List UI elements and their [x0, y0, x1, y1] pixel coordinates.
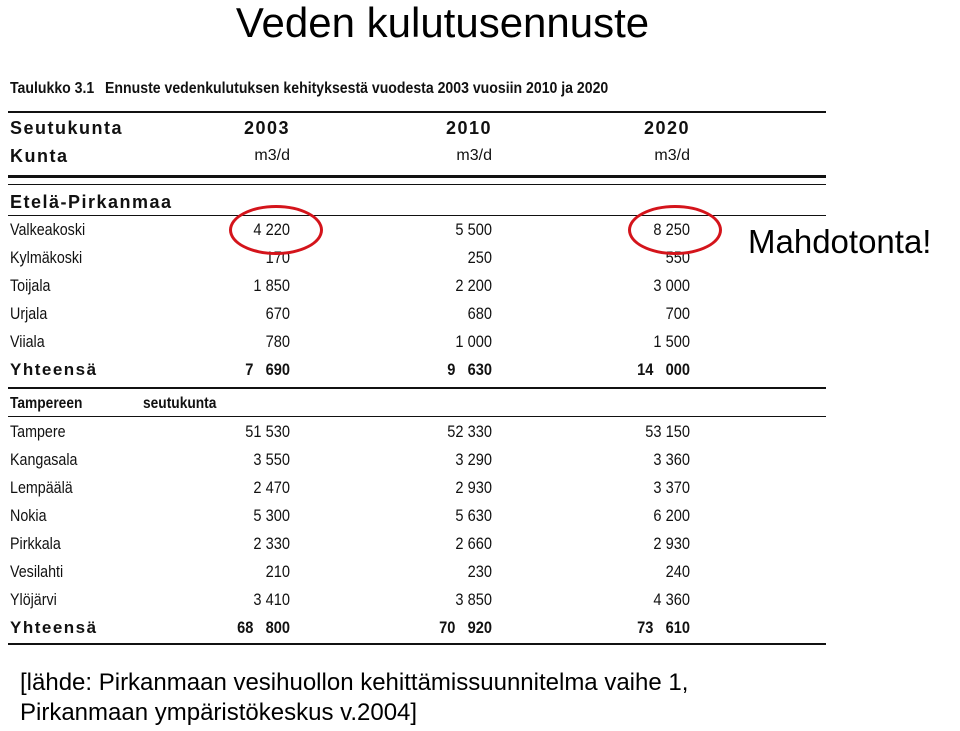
table-row: [0, 586, 830, 614]
cell-2010: 680: [467, 304, 492, 323]
cell-2003: 3 550: [253, 450, 290, 469]
source-line-1: [lähde: Pirkanmaan vesihuollon kehittämissuunnitelma vaihe 1,: [20, 669, 689, 696]
header-unit: m3/d: [456, 147, 492, 164]
cell-2003: 4 220: [253, 220, 290, 239]
table-row: [0, 558, 830, 586]
table-row: [0, 474, 830, 502]
section-title-sub: seutukunta: [143, 395, 217, 412]
row-name: Tampere: [10, 422, 66, 441]
total-2003: 68 800: [237, 618, 290, 637]
highlight-circle-2020: [628, 205, 722, 255]
header-year-2010: 2010: [445, 118, 492, 138]
cell-2003: 51 530: [245, 422, 290, 441]
total-2020: 73 610: [637, 618, 690, 637]
cell-2010: 2 930: [455, 478, 492, 497]
cell-2010: 1 000: [455, 332, 492, 351]
total-2003: 7 690: [245, 360, 290, 379]
cell-2010: 250: [467, 248, 492, 267]
cell-2010: 5 630: [455, 506, 492, 525]
header-row-region: [0, 114, 830, 142]
cell-2010: 3 850: [455, 590, 492, 609]
cell-2020: 3 360: [653, 450, 690, 469]
section-title-main: Tampereen: [10, 395, 83, 412]
row-name: Toijala: [10, 276, 51, 295]
cell-2020: 1 500: [653, 332, 690, 351]
table-row: [0, 300, 830, 328]
table-row: [0, 328, 830, 356]
total-label: Yhteensä: [10, 618, 98, 637]
cell-2020: 53 150: [645, 422, 690, 441]
section-rule: [8, 416, 826, 417]
total-2010: 70 920: [439, 618, 492, 637]
section-title: Etelä-Pirkanmaa: [10, 192, 173, 212]
annotation-text: Mahdotonta!: [748, 223, 932, 260]
cell-2003: 3 410: [253, 590, 290, 609]
top-rule: [8, 111, 826, 113]
row-name: Valkeakoski: [10, 220, 86, 239]
cell-2020: 3 370: [653, 478, 690, 497]
row-name: Vesilahti: [10, 562, 64, 581]
cell-2003: 170: [265, 248, 290, 267]
cell-2003: 1 850: [253, 276, 290, 295]
cell-2020: 550: [665, 248, 690, 267]
row-name: Kangasala: [10, 450, 78, 469]
table-row: [0, 530, 830, 558]
bottom-rule: [8, 643, 826, 645]
cell-2003: 670: [265, 304, 290, 323]
header-unit: m3/d: [654, 147, 690, 164]
cell-2020: 3 000: [653, 276, 690, 295]
row-name: Viiala: [10, 332, 45, 351]
cell-2020: 4 360: [653, 590, 690, 609]
cell-2020: 700: [665, 304, 690, 323]
row-name: Urjala: [10, 304, 48, 323]
header-year-2020: 2020: [643, 118, 690, 138]
header-unit: m3/d: [254, 147, 290, 164]
cell-2003: 2 330: [253, 534, 290, 553]
cell-2020: 8 250: [653, 220, 690, 239]
cell-2020: 240: [665, 562, 690, 581]
total-row: [0, 614, 830, 642]
cell-2010: 2 660: [455, 534, 492, 553]
header-municipality-label: Kunta: [10, 146, 69, 166]
cell-2003: 2 470: [253, 478, 290, 497]
cell-2010: 52 330: [447, 422, 492, 441]
header-region-label: Seutukunta: [10, 118, 124, 138]
row-name: Lempäälä: [10, 478, 73, 497]
cell-2003: 5 300: [253, 506, 290, 525]
total-row: [0, 356, 830, 384]
section-heading: [0, 390, 830, 418]
header-year-2003: 2003: [243, 118, 290, 138]
table-row: [0, 446, 830, 474]
row-name: Kylmäkoski: [10, 248, 83, 267]
table-row: [0, 418, 830, 446]
cell-2003: 210: [265, 562, 290, 581]
total-2020: 14 000: [637, 360, 690, 379]
row-name: Pirkkala: [10, 534, 61, 553]
cell-2020: 6 200: [653, 506, 690, 525]
table-caption-text: Ennuste vedenkulutuksen kehityksestä vuodesta 2003 vuosiin 2010 ja 2020: [105, 80, 609, 97]
header-row-municipality: [0, 142, 830, 170]
source-line-2: Pirkanmaan ympäristökeskus v.2004]: [20, 699, 418, 726]
table-row: [0, 272, 830, 300]
slide-title: Veden kulutusennuste: [235, 0, 650, 46]
header-rule: [8, 175, 826, 178]
section-divider: [8, 387, 826, 389]
cell-2010: 2 200: [455, 276, 492, 295]
row-name: Nokia: [10, 506, 47, 525]
cell-2003: 780: [265, 332, 290, 351]
row-name: Ylöjärvi: [10, 590, 57, 609]
table-caption: [10, 80, 609, 98]
source-citation: [20, 668, 688, 728]
cell-2010: 230: [467, 562, 492, 581]
cell-2010: 5 500: [455, 220, 492, 239]
total-label: Yhteensä: [10, 360, 98, 379]
table-row: [0, 502, 830, 530]
table-number: Taulukko 3.1: [10, 80, 95, 97]
cell-2010: 3 290: [455, 450, 492, 469]
highlight-circle-2003: [229, 205, 323, 255]
header-rule-thin: [8, 184, 826, 185]
total-2010: 9 630: [447, 360, 492, 379]
cell-2020: 2 930: [653, 534, 690, 553]
